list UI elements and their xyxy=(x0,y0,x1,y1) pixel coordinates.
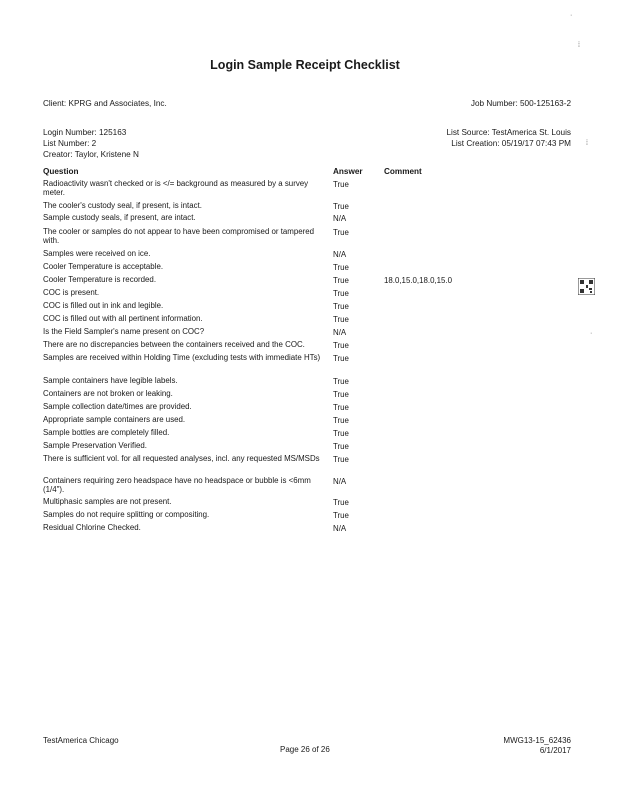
answer-cell: N/A xyxy=(333,214,347,223)
footer-page: Page 26 of 26 xyxy=(280,745,330,754)
question-cell: Samples do not require splitting or compositing. xyxy=(43,510,210,519)
answer-cell: N/A xyxy=(333,250,347,259)
answer-cell: True xyxy=(333,403,349,412)
answer-cell: True xyxy=(333,429,349,438)
question-cell: Samples are received within Holding Time (excluding tests with immediate HTs) xyxy=(43,353,321,362)
question-cell: The cooler's custody seal, if present, is intact. xyxy=(43,201,202,210)
client-line: Client: KPRG and Associates, Inc. xyxy=(43,99,167,108)
answer-cell: True xyxy=(333,202,349,211)
answer-cell: True xyxy=(333,341,349,350)
column-header-question: Question xyxy=(43,167,79,176)
question-cell: Cooler Temperature is recorded. xyxy=(43,275,157,284)
question-cell: Sample containers have legible labels. xyxy=(43,376,178,385)
answer-cell: True xyxy=(333,377,349,386)
question-cell: Multiphasic samples are not present. xyxy=(43,497,172,506)
question-cell: The cooler or samples do not appear to have been compromised or tampered with. xyxy=(43,227,315,245)
answer-cell: N/A xyxy=(333,477,347,486)
question-cell: Radioactivity wasn't checked or is </= background as measured by a survey meter. xyxy=(43,179,309,197)
answer-cell: True xyxy=(333,390,349,399)
column-header-answer: Answer xyxy=(333,167,363,176)
question-cell: Containers are not broken or leaking. xyxy=(43,389,173,398)
comment-cell: 18.0,15.0,18.0,15.0 xyxy=(384,276,453,285)
answer-cell: True xyxy=(333,228,349,237)
question-cell: COC is filled out in ink and legible. xyxy=(43,301,164,310)
question-cell: Appropriate sample containers are used. xyxy=(43,415,186,424)
footer-doc-id: MWG13-15_62436 xyxy=(503,736,571,745)
answer-cell: N/A xyxy=(333,328,347,337)
question-cell: Sample Preservation Verified. xyxy=(43,441,147,450)
answer-cell: True xyxy=(333,289,349,298)
answer-cell: True xyxy=(333,416,349,425)
list-number: List Number: 2 xyxy=(43,139,97,148)
question-cell: COC is filled out with all pertinent information. xyxy=(43,314,203,323)
answer-cell: True xyxy=(333,180,349,189)
answer-cell: True xyxy=(333,442,349,451)
question-cell: Samples were received on ice. xyxy=(43,249,151,258)
question-cell: Sample custody seals, if present, are intact. xyxy=(43,213,196,222)
question-cell: There are no discrepancies between the containers received and the COC. xyxy=(43,340,305,349)
margin-mark: · xyxy=(590,330,593,337)
question-cell: Residual Chlorine Checked. xyxy=(43,523,141,532)
answer-cell: True xyxy=(333,354,349,363)
margin-mark: · xyxy=(570,12,573,19)
job-number: Job Number: 500-125163-2 xyxy=(470,99,571,108)
answer-cell: True xyxy=(333,263,349,272)
creator: Creator: Taylor, Kristene N xyxy=(43,150,139,159)
margin-mark: ⁞ xyxy=(586,140,588,147)
list-creation: List Creation: 05/19/17 07:43 PM xyxy=(451,139,571,148)
answer-cell: True xyxy=(333,511,349,520)
answer-cell: True xyxy=(333,276,349,285)
question-cell: Sample collection date/times are provided. xyxy=(43,402,192,411)
list-source: List Source: TestAmerica St. Louis xyxy=(446,128,571,137)
answer-cell: True xyxy=(333,455,349,464)
question-cell: Is the Field Sampler's name present on COC? xyxy=(43,327,205,336)
page-title: Login Sample Receipt Checklist xyxy=(210,58,400,72)
question-cell: Cooler Temperature is acceptable. xyxy=(43,262,164,271)
margin-mark: ⁞ xyxy=(578,42,580,49)
column-header-comment: Comment xyxy=(384,167,422,176)
question-cell: Containers requiring zero headspace have no headspace or bubble is <6mm (1/4"). xyxy=(43,476,311,494)
question-cell: Sample bottles are completely filled. xyxy=(43,428,170,437)
footer-lab: TestAmerica Chicago xyxy=(43,736,119,745)
footer-date: 6/1/2017 xyxy=(539,746,571,755)
login-number: Login Number: 125163 xyxy=(43,128,127,137)
answer-cell: True xyxy=(333,302,349,311)
barcode-icon xyxy=(578,278,595,295)
answer-cell: True xyxy=(333,315,349,324)
answer-cell: True xyxy=(333,498,349,507)
question-cell: COC is present. xyxy=(43,288,100,297)
question-cell: There is sufficient vol. for all requested analyses, incl. any requested MS/MSDs xyxy=(43,454,320,463)
answer-cell: N/A xyxy=(333,524,347,533)
